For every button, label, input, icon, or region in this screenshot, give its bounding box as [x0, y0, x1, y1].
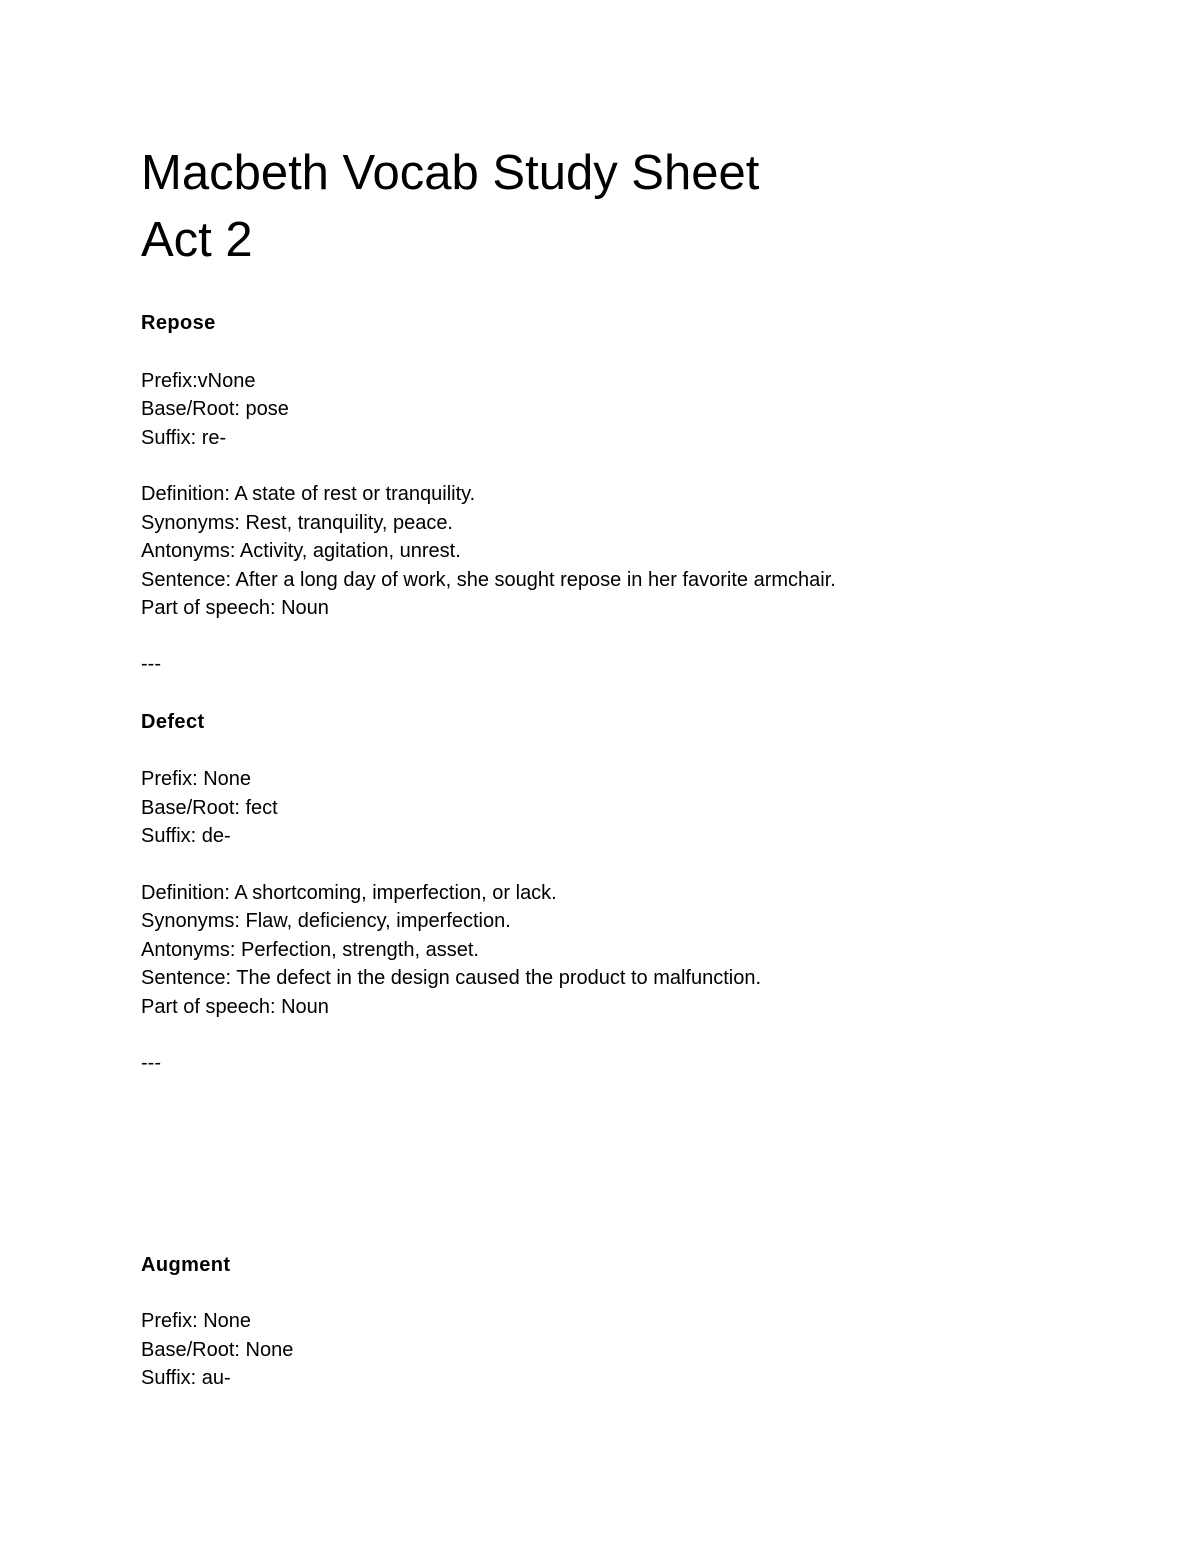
root-line: Base/Root: pose	[141, 398, 289, 420]
antonyms-line: Antonyms: Perfection, strength, asset.	[141, 939, 479, 961]
suffix-line: Suffix: de-	[141, 825, 231, 847]
sentence-line: Sentence: After a long day of work, she sought repose in her favorite armchair.	[141, 569, 836, 591]
suffix-line: Suffix: au-	[141, 1367, 231, 1389]
root-line: Base/Root: fect	[141, 797, 278, 819]
definition-line: Definition: A shortcoming, imperfection, or lack.	[141, 882, 557, 904]
vocab-word: Augment	[141, 1254, 231, 1276]
document-title: Macbeth Vocab Study Sheet	[141, 146, 760, 200]
prefix-line: Prefix: None	[141, 768, 252, 790]
sentence-line: Sentence: The defect in the design caused the product to malfunction.	[141, 967, 762, 989]
section-separator: ---	[141, 1052, 161, 1074]
part-of-speech-line: Part of speech: Noun	[141, 996, 329, 1018]
synonyms-line: Synonyms: Rest, tranquility, peace.	[141, 512, 453, 534]
root-line: Base/Root: None	[141, 1339, 294, 1361]
part-of-speech-line: Part of speech: Noun	[141, 597, 329, 619]
prefix-line: Prefix: None	[141, 1310, 252, 1332]
prefix-line: Prefix:vNone	[141, 370, 256, 392]
synonyms-line: Synonyms: Flaw, deficiency, imperfection.	[141, 910, 511, 932]
document-subtitle: Act 2	[141, 213, 253, 267]
antonyms-line: Antonyms: Activity, agitation, unrest.	[141, 540, 461, 562]
vocab-word: Repose	[141, 312, 216, 334]
section-separator: ---	[141, 653, 161, 675]
vocab-word: Defect	[141, 711, 205, 733]
definition-line: Definition: A state of rest or tranquility.	[141, 483, 476, 505]
suffix-line: Suffix: re-	[141, 427, 227, 449]
